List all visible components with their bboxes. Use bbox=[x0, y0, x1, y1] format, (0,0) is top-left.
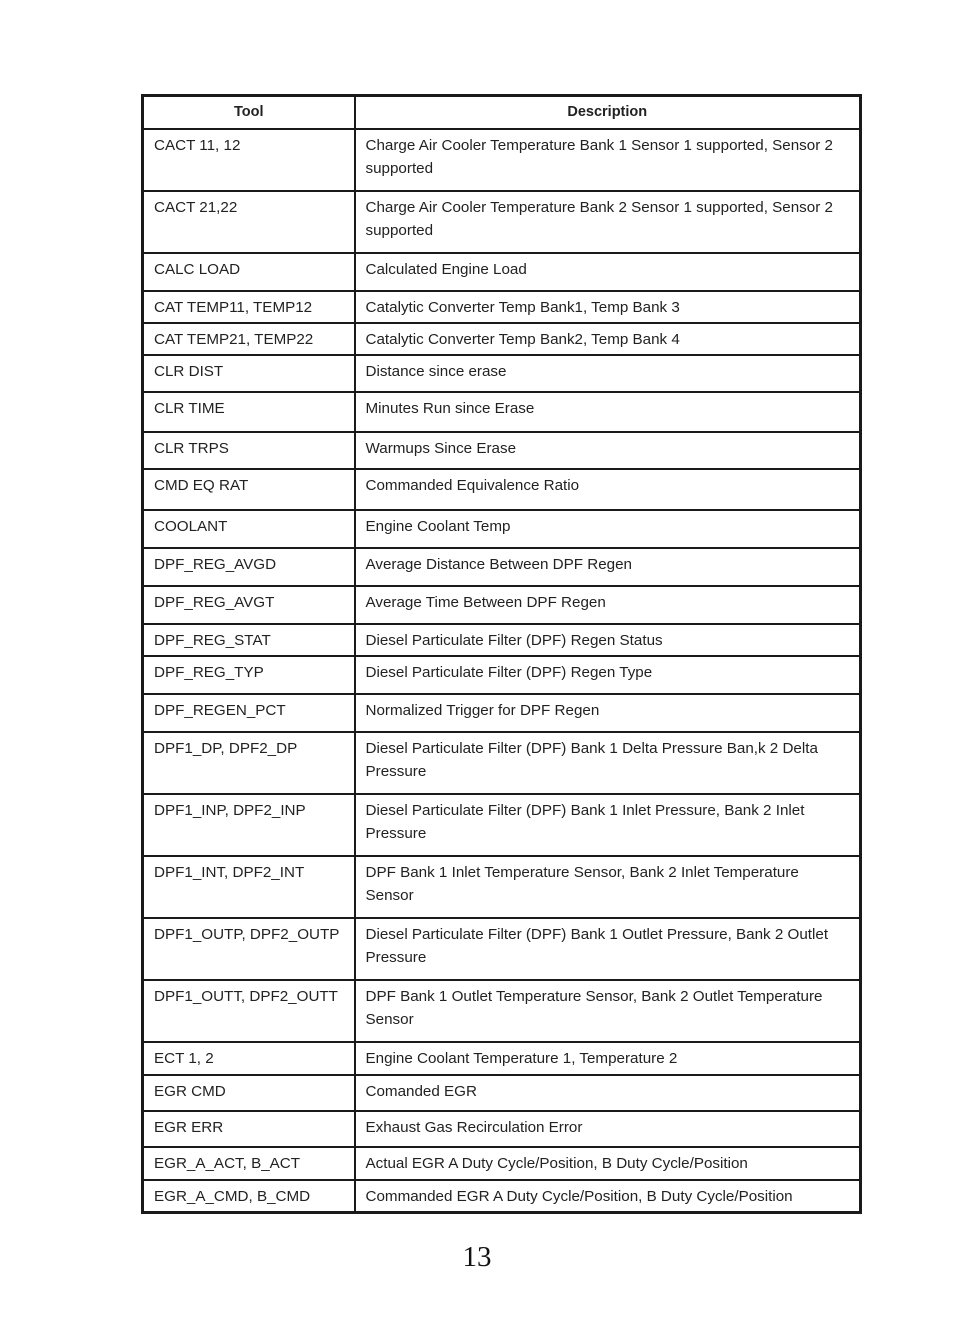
table-row bbox=[143, 469, 861, 510]
description-cell: Warmups Since Erase bbox=[355, 432, 861, 469]
tool-cell: EGR_A_CMD, B_CMD bbox=[143, 1180, 355, 1213]
description-cell: Actual EGR A Duty Cycle/Position, B Duty Cycle/Position bbox=[355, 1147, 861, 1180]
table-header bbox=[143, 96, 861, 129]
description-cell: Normalized Trigger for DPF Regen bbox=[355, 694, 861, 732]
table-row bbox=[143, 392, 861, 432]
tool-cell: CLR DIST bbox=[143, 355, 355, 392]
table-row bbox=[143, 253, 861, 291]
table-row bbox=[143, 191, 861, 253]
tool-cell: EGR CMD bbox=[143, 1075, 355, 1111]
tool-cell: DPF_REGEN_PCT bbox=[143, 694, 355, 732]
tool-cell: CLR TIME bbox=[143, 392, 355, 432]
tool-cell: CACT 11, 12 bbox=[143, 129, 355, 191]
tool-cell: EGR_A_ACT, B_ACT bbox=[143, 1147, 355, 1180]
tool-cell: DPF_REG_TYP bbox=[143, 656, 355, 694]
header-tool: Tool bbox=[143, 96, 355, 129]
tool-cell: CAT TEMP11, TEMP12 bbox=[143, 291, 355, 323]
description-cell: Engine Coolant Temp bbox=[355, 510, 861, 548]
description-cell: Commanded EGR A Duty Cycle/Position, B Duty Cycle/Position bbox=[355, 1180, 861, 1213]
description-cell: Comanded EGR bbox=[355, 1075, 861, 1111]
header-description: Description bbox=[355, 96, 861, 129]
description-cell: DPF Bank 1 Inlet Temperature Sensor, Bank 2 Inlet Temperature Sensor bbox=[355, 856, 861, 918]
description-cell: Average Time Between DPF Regen bbox=[355, 586, 861, 624]
tool-cell: DPF_REG_AVGD bbox=[143, 548, 355, 586]
tool-cell: DPF1_INT, DPF2_INT bbox=[143, 856, 355, 918]
table-body bbox=[143, 129, 861, 1213]
tool-cell: DPF1_DP, DPF2_DP bbox=[143, 732, 355, 794]
tool-cell: DPF_REG_STAT bbox=[143, 624, 355, 656]
table-row bbox=[143, 732, 861, 794]
description-cell: Average Distance Between DPF Regen bbox=[355, 548, 861, 586]
description-cell: Charge Air Cooler Temperature Bank 2 Sensor 1 supported, Sensor 2 supported bbox=[355, 191, 861, 253]
description-cell: DPF Bank 1 Outlet Temperature Sensor, Bank 2 Outlet Temperature Sensor bbox=[355, 980, 861, 1042]
table-row bbox=[143, 980, 861, 1042]
tool-cell: CLR TRPS bbox=[143, 432, 355, 469]
tool-cell: ECT 1, 2 bbox=[143, 1042, 355, 1075]
table-row bbox=[143, 323, 861, 355]
table-row bbox=[143, 586, 861, 624]
header-row bbox=[143, 96, 861, 129]
table-row bbox=[143, 694, 861, 732]
description-cell: Catalytic Converter Temp Bank1, Temp Bank 3 bbox=[355, 291, 861, 323]
table-row bbox=[143, 1042, 861, 1075]
tool-cell: DPF1_OUTP, DPF2_OUTP bbox=[143, 918, 355, 980]
tool-cell: CALC LOAD bbox=[143, 253, 355, 291]
tool-cell: CAT TEMP21, TEMP22 bbox=[143, 323, 355, 355]
description-cell: Distance since erase bbox=[355, 355, 861, 392]
description-cell: Diesel Particulate Filter (DPF) Bank 1 Inlet Pressure, Bank 2 Inlet Pressure bbox=[355, 794, 861, 856]
table-row bbox=[143, 624, 861, 656]
parameter-table bbox=[141, 94, 862, 1214]
table-row bbox=[143, 355, 861, 392]
tool-cell: DPF_REG_AVGT bbox=[143, 586, 355, 624]
description-cell: Diesel Particulate Filter (DPF) Regen Status bbox=[355, 624, 861, 656]
description-cell: Diesel Particulate Filter (DPF) Regen Type bbox=[355, 656, 861, 694]
tool-cell: DPF1_INP, DPF2_INP bbox=[143, 794, 355, 856]
tool-cell: DPF1_OUTT, DPF2_OUTT bbox=[143, 980, 355, 1042]
table-row bbox=[143, 291, 861, 323]
table-row bbox=[143, 1075, 861, 1111]
table-row bbox=[143, 794, 861, 856]
table-row bbox=[143, 432, 861, 469]
description-cell: Diesel Particulate Filter (DPF) Bank 1 Outlet Pressure, Bank 2 Outlet Pressure bbox=[355, 918, 861, 980]
description-cell: Catalytic Converter Temp Bank2, Temp Bank 4 bbox=[355, 323, 861, 355]
description-cell: Commanded Equivalence Ratio bbox=[355, 469, 861, 510]
table-row bbox=[143, 656, 861, 694]
description-cell: Calculated Engine Load bbox=[355, 253, 861, 291]
table-row bbox=[143, 1111, 861, 1147]
description-cell: Minutes Run since Erase bbox=[355, 392, 861, 432]
tool-cell: COOLANT bbox=[143, 510, 355, 548]
description-cell: Diesel Particulate Filter (DPF) Bank 1 Delta Pressure Ban,k 2 Delta Pressure bbox=[355, 732, 861, 794]
page-number: 13 bbox=[462, 1241, 492, 1273]
table-row bbox=[143, 856, 861, 918]
tool-cell: CACT 21,22 bbox=[143, 191, 355, 253]
description-cell: Exhaust Gas Recirculation Error bbox=[355, 1111, 861, 1147]
table-row bbox=[143, 548, 861, 586]
table-row bbox=[143, 1147, 861, 1180]
tool-cell: EGR ERR bbox=[143, 1111, 355, 1147]
table-row bbox=[143, 1180, 861, 1213]
table-row bbox=[143, 510, 861, 548]
table-row bbox=[143, 129, 861, 191]
description-cell: Engine Coolant Temperature 1, Temperature 2 bbox=[355, 1042, 861, 1075]
tool-cell: CMD EQ RAT bbox=[143, 469, 355, 510]
description-cell: Charge Air Cooler Temperature Bank 1 Sensor 1 supported, Sensor 2 supported bbox=[355, 129, 861, 191]
table-row bbox=[143, 918, 861, 980]
